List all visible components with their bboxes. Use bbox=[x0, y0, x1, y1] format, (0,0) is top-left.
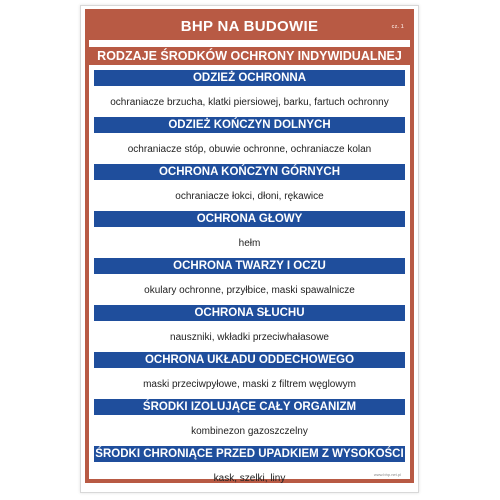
footer-website: www.bhp.net.pl bbox=[373, 472, 401, 477]
section-heading: OCHRONA UKŁADU ODDECHOWEGO bbox=[94, 352, 405, 368]
poster-title-bar bbox=[89, 13, 410, 40]
section-text: kask, szelki, liny bbox=[213, 472, 286, 484]
section-protective-clothing bbox=[89, 70, 410, 117]
poster-part-number: cz. 1 bbox=[391, 24, 404, 30]
section-text: ochraniacze stóp, obuwie ochronne, ochraniacze kolan bbox=[127, 143, 372, 155]
poster-subtitle-bar bbox=[89, 47, 410, 65]
poster-subtitle: RODZAJE ŚRODKÓW OCHRONY INDYWIDUALNEJ bbox=[97, 49, 402, 63]
section-fall-protection bbox=[89, 446, 410, 493]
section-heading: OCHRONA GŁOWY bbox=[94, 211, 405, 227]
section-text: kombinezon gazoszczelny bbox=[191, 425, 308, 437]
section-full-body-isolation bbox=[89, 399, 410, 446]
safety-poster bbox=[80, 5, 419, 493]
section-heading: OCHRONA KOŃCZYN GÓRNYCH bbox=[94, 164, 405, 180]
section-text: nauszniki, wkładki przeciwhałasowe bbox=[170, 331, 329, 343]
section-heading: ŚRODKI IZOLUJĄCE CAŁY ORGANIZM bbox=[94, 399, 405, 415]
section-upper-limbs bbox=[89, 164, 410, 211]
section-text: ochraniacze łokci, dłoni, rękawice bbox=[175, 190, 324, 202]
section-text: hełm bbox=[238, 237, 261, 249]
poster-title: BHP NA BUDOWIE bbox=[180, 18, 319, 35]
section-face-eyes bbox=[89, 258, 410, 305]
poster-frame bbox=[85, 9, 414, 483]
section-heading: OCHRONA SŁUCHU bbox=[94, 305, 405, 321]
section-heading: OCHRONA TWARZY I OCZU bbox=[94, 258, 405, 274]
section-heading: ŚRODKI CHRONIĄCE PRZED UPADKIEM Z WYSOKOŚCI bbox=[95, 448, 404, 460]
section-lower-limbs bbox=[89, 117, 410, 164]
sections-list bbox=[89, 70, 410, 493]
section-text: ochraniacze brzucha, klatki piersiowej, barku, fartuch ochronny bbox=[110, 96, 389, 108]
section-respiratory bbox=[89, 352, 410, 399]
section-head-protection bbox=[89, 211, 410, 258]
section-hearing bbox=[89, 305, 410, 352]
section-heading: ODZIEŻ KOŃCZYN DOLNYCH bbox=[94, 117, 405, 133]
section-text: maski przeciwpyłowe, maski z filtrem węglowym bbox=[143, 378, 356, 390]
section-heading: ODZIEŻ OCHRONNA bbox=[94, 70, 405, 86]
section-text: okulary ochronne, przyłbice, maski spawalnicze bbox=[144, 284, 355, 296]
